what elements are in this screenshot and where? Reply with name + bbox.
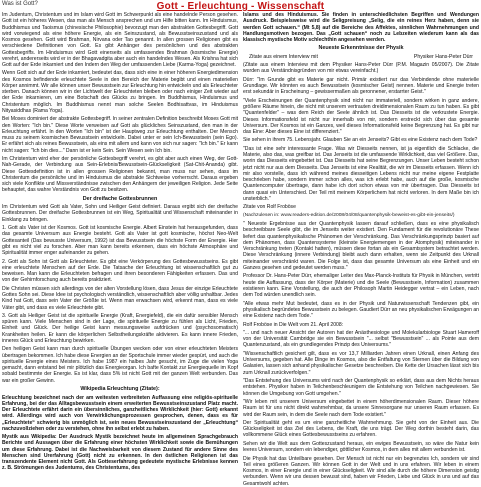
paragraph: Im Christentum wird Gott als Vater, Sohn und Heiliger Geist definiert. Daraus ergibt sich der dreifache Gottesbrunnen. Der dreifache Gottesbrunnen ist ein Weg, Spiritualität und Wissenschaft miteinander in Einklang zu bringen. <box>2 204 238 223</box>
paragraph: 3. Gott als Heiliger Geist ist die spirituelle Energie (Kraft, Energiefeld), die ein dafür sensibler Mensch spüren kann. Viele Menschen sind in der Lage, die spirituelle Energie zu fühlen als Licht, Frieden, Einheit und Glück. Der heilige Geist kann messungsweise aufdrücken und (psychosomatisch) Krankheiten heilen. Er kann die körperlichen Selbstheilungskräfte aktivieren. Es kann innere Frieden, inneres Glück und Erleuchtung bewirken. <box>2 312 238 344</box>
paragraph: Sehen wir die Welt aus dem Gotteszustand heraus, ein ewiges Bewusstsein, so wäre die Natur kein leeres Universum, sondern ein lebendiger, göttlicher Kosmos, in dem alles mit allem verbunden ist. <box>243 440 479 454</box>
paragraph: Im Christentum wird eher der persönliche Gottesbegriff verehrt, es gibt aber auch einen Weg, der Gott-Nah-Gerade, der Verbindung aus Sein-Erlebnis/Bewusstsein-Glückseligkeit (Sat-Chit-Ananda) gibt. Diese Gottesdefinition ist in allen grossen Religionen bekannt, man muss nur sehen, dass im Christentum die persönliche und im Hinduismus die abstrakte Sichtweise vorherrscht. Daraus ergeben sich viele Konflikte und Missverständnisse zwischen den Anhängern der jeweiligen Religion. Jede Seite behauptet, das wahre Verständnis von Gott zu besitzen. <box>2 156 238 194</box>
section-heading: Wikipedia Erleuchtung (Zitate): <box>80 386 160 393</box>
paragraph: "Das ist eine sehr interessante Frage. Was wir Diesseits nennen, ist ja eigentlich die Schlacke, die Materie, also das, was greifbar ist. Das Jenseits ist die umfassende Wirklichkeit, das viel Größere. Das, worin das Diesseits eingebettet ist. Das Diesseits hat seine Begrenzungen. Unser Leben besteht schon jetzt nicht nur aus dem Diesseits. Das Jenseits ist eine Realität, die wir im Diesseits erfassen. Wenn ich mir also vorstelle, dass ich während meines diesseitigen Lebens nicht nur meine eigene Festplatte beschrieben habe, sondern immer schon alles, was ich erlebt habe, auch auf die große, kosmische Quantencomputer übertrage, dann habe ich dort schon etwas von mir übertragen. Das Diesseits ist dann quasi ein Unterschied. Der Teil mit meinem Körperlichem hat nicht verloren. In dem Maße bin ich unsterblich." <box>243 145 479 202</box>
paragraph: " Neueste Ergebnisse aus der Quantenphysik lassen darauf schließen, dass es eine physikalisch beschreibbare Seele gibt, die im Jenseits weiter existiert. Den Fundament für die revolutionäre These liefert das quantenphysikalische Phänomen der Verschränkung. Das Verschränkungsprinzip basiert auf dem Phänomen, dass Quantensysteme (kleinste Energiemengen in der Atomphysik) miteinander in Verschränkung treten (Kontakt hatten), müssen diese fortan als ein Gesamtsystem betrachtet werden. Diese Verschränkung (innere Verbindung) bleibt auch dann erhalten, wenn sie Zeitpunkt des Urknall miteinander verschränkt waren. Die Folge ist, dass das gesamte Universum als eine Einheit und ein Ganzes gesehen und gedeutet werden muss." <box>243 221 479 271</box>
paragraph: (Zitate aus einem Interview mit dem Physiker Hans-Peter Dürr (P.M. Magazin 05/2007). Die Zitate wurden aus Verständnisgründen von mir etwas vereinfacht.) <box>243 62 479 75</box>
byline-left: Zitate aus einem Interview mit <box>249 53 318 60</box>
paragraph: Die Christen müssen sich allerdings von der alten Vorstellung lösen, dass Jesus der einzige Erleuchtete Gottes Sohn sei. Diese Idee ist psychologisch verständlich, wissenschaftlich aber völlig unhaltbar. Jedes Kind hat Gott, dass sein Vater der Größte ist. Wenn man erwachsen wird, erkennt man, dass es viele Väter gibt, und dass es viele Erleuchtete gibt. <box>2 285 238 311</box>
paragraph: "Viele Erscheinungen der Quantenphysik sind nicht nur immateriell, sondern wirken in ganz andere, größere Räume hinein, die nicht mit unserem vertrauten dreidimensionalen Raum zu tun haben. Es gibt "Quantenfelder" – was dem Reich der Seele ähnlich ist. Das Diesseits ist die verkrustete Energie. Dieses Informationsfeld ist nicht nur innerhalb von mir, sondern erstreckt sich über das gesamte Universum. Der Kosmos ist ein Ganzes, weil dieses Informationsfeld keine Begrenzung hat. Es gibt nur das Eine: Aber dieses Eine ist differenziert." <box>243 97 479 135</box>
paragraph: Zitate von Rolf Froböse <box>243 204 296 211</box>
paragraph: "... und nach neuer Ansicht der Autoren hat der Anästhesiologe und Molekularbiologe Stuart Hameroff von der Universität Cambridge sie ein Bewusstsein "... selbst "Bewusstsein" ... als Pointe aus dem Quantenzustand, als ein grundlegendes Prinzip des Universums." <box>243 329 479 349</box>
paragraph: Wenn Gott sich auf der Erde inkarniert, bedeutet das, dass sich eine in einer höheren Energiedimension des Kosmos befindende erleuchtete Seele in den Bereich der Materie begibt und einen materiellen Körper annimmt. Wir alle können unser Bewusstsein zur Erleuchtung hin entwickeln und als Erleuchteter sterben. Danach können wir in der Lichtwelt der Erleuchteten bleiben oder nach einiger Zeit wieder auf der Erde inkarnieren, um eine Botschaft des Glücks zu bringen. Im Buddhismus, Hinduismus und Christentum möglich. Im Buddhismus nennt man solche Seelen Bodhisattvas, im Hinduismus Nityasiddhas (Rama Yoga). <box>2 70 238 114</box>
paragraph: Der Spiritualität geht es um eine ganzheitliche Wahrnehmung. Sie geht von der Einheit aus. Die Glückseligkeit ist das Ziel des Lebens, die Kraft, die uns trägt. Der Weg dorthin besteht darin, das vollkommene Glück eines Gottesbewusstseins zu erfahren. <box>243 419 479 439</box>
bold-paragraph: Mystik aus Wikipedia: Der Ausdruck Mystik bezeichnet heute im allgemeinen Sprachgebrauch Berichte und Aussagen über die Erfahrung einer höchsten Wirklichkeit sowie die Bemühungen um diese Erfahrung. Dabei ist die Nachweisbarkeit von diesem Zustand für andere Sinne des Menschen sind Urerfahrung (Gott) nicht zu erkennen. In den östlichen Religionen ist das transzendente Element nicht Gott. Als Gotteserfahrung gedeutete mystische Erlebnisse kennen z. B. Strömungen des Judentums, des Christentums, des <box>2 434 238 472</box>
paragraph: Bei Moses dominiert der abstrakte Gottesbegriff. In seiner zentralen Definition beschreibt Moses Gott mit den Worten: "Ich bin." Diese Worte verweisen auf Gott als glückliches Seinszustand, den man in der Erleuchtung erfährt. In den Worten "Ich bin" ist der Hauptweg zur Erleuchtung enthalten. Der Mensch muss zu seinem kosmischen Bewusstsein entwickeln. Dabei unter er sein Ich-Bewusstsein (sein Ego). Er erfährt sich als reines Bewusstsein, als eins mit allem und kann von sich nur sagen: "Ich bin." Er kann nicht sagen: "Ich bin dies..." Dann ist er kein Sein. Sein Wesen sein Ich bin. <box>2 116 238 154</box>
page-title-text: Gott - Erleuchtung - Wissenschaft <box>156 1 325 12</box>
right-column <box>243 12 479 487</box>
source-link[interactable]: (Nachzulesen in: www.readers-edition.de/2008/04/08/quantenphysik-beweist-es-gibt-ein-jenseits/) <box>243 212 455 218</box>
paragraph: 1. Gott als Vater ist der Kosmos. Gott ist kosmische Energie. Albert Einstein hat herausgefunden, dass das gesamte Universum aus Energie besteht. Gott als Vater ist gott kosmische, höchst Neo-Welt Gottesanteil (Das bewusste Universum, 1992) ist das Bewusstsein die höchste Form der Energie. Hier gibt es nicht viel zu forschen. Aber man kann bereits erkennen, dass ein höchste Atmosphäre und Spiritualität immer enger aufeinander zu gehen. <box>2 225 238 257</box>
bold-paragraph: Erleuchtung bezeichnet nach der am weitesten verbreiteten Auffassung eine religiös-spirituelle Erfahrung, bei der das Alltagsbewusstsein einem erweiterten Bewusstseinszustand Platz macht. Der Erleuchtete erfährt darin ein übersinnliches, ganzheitliches Wirklichkeit (hier: Gott) erkannt wird. Allerdings wird auch von Verwirklichungsprozessen gesprochen, denen, dass es für „Erleuchtete“ schwierig bis unmöglich ist, sein neues Bewusstseinszustand der „Erleuchtung“ nachzuvollziehen oder zu verstehen, ohne ihn selbst erlebt zu haben. <box>2 394 238 432</box>
paragraph: "Wissenschaftlich gesichert gilt, dass es vor 13,7 Milliarden Jahren einen Urknall, einen Anfang des Universums, gegeben hat. Alle Dinge im Kosmos, also die Entfaltung von Sternen über die Bildung von Galaxien, lassen sich anhand physikalischer Gesetze beschreiben. Die Kette der Ursachen lässt sich bis zum Urknall zurückverfolgen." <box>243 350 479 376</box>
paragraph: 2. Gott als Sohn ist Gott als Erleuchteter. Es gibt eine Verkörperung des Gottesbewusstseins. Es gibt eine erleuchtete Menschen auf der Erde. Die Tatsache der Erleuchtung ist wissenschaftlich gut zu beweisen. Man kann die Erleuchteten befragen und ihren besonderen Fähigkeiten erfassen. Das und von der Gehirnforschung auch bereits praktiziert. <box>2 258 238 284</box>
paragraph: Professor Dr. Hans-Peter Dürr, ehemaliger Leiter des Max-Planck-Instituts für Physik in München, vertritt heute die Auffassung, dass der Körper (Materie) und die Seele (Bewusstsein, Information) zusammen existieren kann. Eine Vorstellung, die auch der Philosoph Martin Heidegger vertrat – ein Leben, nach dem Tod würden unendlich sein. <box>243 273 479 299</box>
section-heading: Der dreifache Gottesbrunnen <box>82 195 158 202</box>
paragraph: Die Physik hat das Unteilbare gesehen. Der Mensch ist nicht nur ein begrenztes Ich, sondern wir sind Teil eines größeren Ganzen. Wir können Gott in der Welt und in uns erfahren. Wir leben in einem Kosmos, in einer Energie und in einer Glückseligkeit. Wir sind alle durch die höhere Dimension geistig verbunden. Wenn wir uns dessen bewusst sind, haben wir Frieden, Liebe und Glück in uns und auf das Gesamtwohl achten. <box>243 455 479 487</box>
paragraph: "Wir leben mit unserem Universum eingebettet in einem höherdimensionalen Raum. Dieser höhere Raum ist für uns nicht direkt wahrnehmbar, da unsere Sinnesorgane nur unseren Raum erfassen. Es wird der Raum sein, in dem die Seele nach dem Tode existiert." <box>243 399 479 418</box>
paragraph: Den heiligen Geist kann man durch spirituelle Übungen wecken oder von einer erleuchteten Meisters übertragen bekommen. Ich habe diese Energien an der Sportschule immer wieder gespürt, und auch die spirituelle Energie eines Meisters. Ich habe 1987 ein halbes Jahr gesucht, im Zuge die vielen Yoga gemacht, dann entstand bei mir plötzlich das Energieorgan. Ich bafte Kontakt zur Energiequelle im Kopf sobald bestimmte der Energie. Es ist klar, dass 5% ist nicht Gott mit der ganzen Welt verbunden. Das war ein großer Gewinn. <box>2 346 238 384</box>
paragraph: Im Judentum, Christentum und im Islam wird Gott im Schwerpunkt als eine handelnde Person gesehen. Gott ist ein höheres Wesen, das man als Mensch ansprechen und um Hilfe bitten kann. Im Hinduismus, Buddhismus und Taoismus (chinesische Philosophie) bevorzugt man den abstrakten Gottesbegriff. Gott wird vorwiegend als eine höhere Energie, als ein Seinszustand, als Bewusstseinszustand und als Kosmos gesehen. Gott wird Brahman, Nirvana oder Tao genannt. In allen grossen Religionen gibt es verschiedene Definitionen von Gott. Es gibt Anhänger des persönlichen und des abstrakten Gottesbegriffs. Im Hinduismus wird Gott einerseits als umfassendes Brahman (kosmische Energie) verehrt, andererseits wird er in der Bhagavadgita aber auch ein handelndes Wesen. Als Krishna hat sich Gott auf der Erde inkarniert und den Indern den Weg der umfassenden Liebe (Karma-Yoga) gezeichnet. <box>2 12 238 68</box>
was-ist-gott-link[interactable]: Was ist Gott? <box>2 1 38 7</box>
paragraph: "Das Entstehung des Universums wird nach der Quantenphysik so erklärt, dass aus dem Nichts heraus entstehen. Physiker haben in Teilchenbeschleunigern die Entstehung von Teilchen nachgewiesen. Sie können die Umgebung von Gott umgehen." <box>243 378 479 397</box>
left-column <box>2 12 238 480</box>
paragraph: "Alle etwas mehr Mut bedeutet, dass es in der Physik und Naturwissenschaft Tendenzen gibt, ein physikalisch begründetes Bewusstsein zu belegen. Gaudiert Dürr an neu physikalischen Erwägungen an eine Existenz nach dem Tode." <box>243 300 479 320</box>
section-heading: Neueste Erkenntnisse der Physik <box>318 45 404 52</box>
page-title <box>0 1 481 12</box>
article-columns <box>2 12 479 487</box>
paragraph: Sie sehen in ihrem 75. Lebensjahr. Glauben Sie an ein Jenseits? Gibt es eine Existenz nach dem Tode? <box>243 137 478 144</box>
byline-row <box>243 54 479 60</box>
paragraph: Dürr: "Im Grunde gibt es Materie gar nicht. Primär existiert nur das Verbindende ohne materielle Grundlage. Wir könnten es auch Bewusstsein (kosmischer Geist) nennen. Materie und Energie treten erst sekundär in Erscheinung – gewissermaßen als geronnener, erstarrter Geist." <box>243 76 479 96</box>
bold-paragraph: Islams und des Hinduismus. Sie finden in unterschiedlichsten Begriffen und Wendungen Ausdruck. Beispielsweise wird die Seligpreisung „Selig, die ein reines Herz haben, denn sie werden Gott schauen.“ (Mt 5,8) auf die Bereiche des Affektes, sinnlichen Wahrnehmungen und Handlungsmotiven bezogen. Das „Gott schauen“ noch zu Lebzeiten wiederum kann als das klassisch mystische Motiv schlechthin angesehen werden. <box>243 12 479 43</box>
byline-right: Physiker Hans-Peter Dürr <box>413 53 473 60</box>
paragraph: Rolf Froböse in Die Welt vom 21. April 2008: <box>243 321 344 328</box>
